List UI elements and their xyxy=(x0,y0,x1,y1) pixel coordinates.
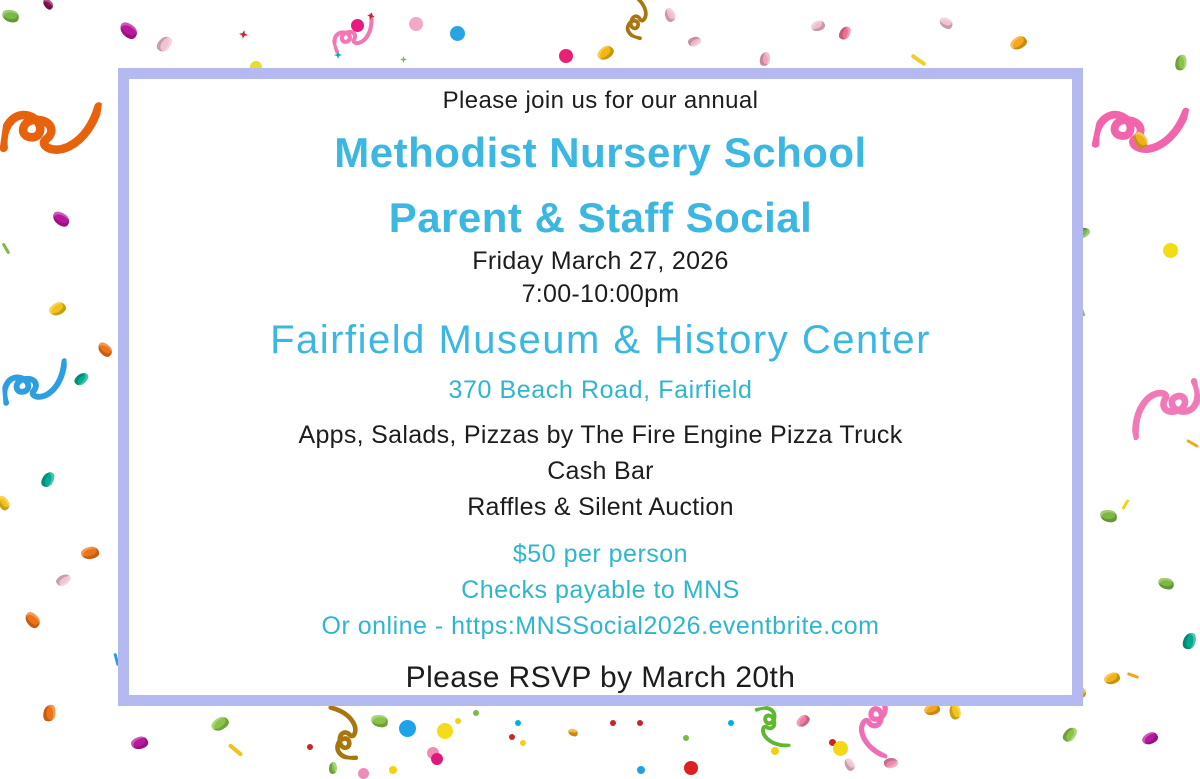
confetti-fold xyxy=(567,728,579,738)
confetti-fold xyxy=(794,713,811,730)
confetti-dot xyxy=(637,766,645,774)
confetti-fold xyxy=(39,470,57,489)
confetti-sliver xyxy=(1127,672,1139,679)
confetti-fold xyxy=(42,704,57,723)
confetti-dot xyxy=(358,768,369,779)
confetti-dot xyxy=(637,720,643,726)
confetti-dot xyxy=(307,744,313,750)
confetti-dot xyxy=(399,720,416,737)
confetti-dot xyxy=(559,49,573,63)
confetti-dot xyxy=(771,747,779,755)
confetti-dot xyxy=(520,740,526,746)
confetti-fold xyxy=(1061,725,1080,744)
confetti-fold xyxy=(1103,671,1122,687)
confetti-dot xyxy=(509,734,515,740)
confetti-fold xyxy=(810,19,827,33)
confetti-dot xyxy=(610,720,616,726)
confetti-dot xyxy=(351,19,364,32)
confetti-fold xyxy=(1008,34,1029,53)
confetti-curl xyxy=(0,358,69,408)
confetti-fold xyxy=(883,757,899,769)
venue-name: Fairfield Museum & History Center xyxy=(270,318,931,362)
confetti-fold xyxy=(1140,730,1159,747)
confetti-dot xyxy=(431,753,443,765)
confetti-star xyxy=(400,56,407,63)
confetti-dot xyxy=(515,720,521,726)
confetti-fold xyxy=(209,714,231,733)
confetti-fold xyxy=(1157,576,1175,591)
invitation-card xyxy=(118,68,1083,706)
confetti-fold xyxy=(50,209,72,229)
confetti-dot xyxy=(683,735,689,741)
confetti-fold xyxy=(663,7,677,24)
confetti-sliver xyxy=(228,743,244,757)
confetti-dot xyxy=(473,710,479,716)
confetti-fold xyxy=(1181,631,1198,651)
confetti-fold xyxy=(130,735,150,751)
confetti-dot xyxy=(1163,243,1178,258)
confetti-fold xyxy=(0,494,12,512)
confetti-curl xyxy=(0,89,102,169)
payment-info: Checks payable to MNS xyxy=(461,576,740,604)
confetti-fold xyxy=(1,8,21,24)
confetti-curl xyxy=(1091,90,1190,169)
confetti-fold xyxy=(41,0,55,11)
event-title-line2: Parent & Staff Social xyxy=(388,194,813,241)
confetti-sliver xyxy=(2,243,11,255)
confetti-star xyxy=(238,29,248,39)
confetti-fold xyxy=(95,340,114,359)
confetti-fold xyxy=(837,24,853,41)
confetti-dot xyxy=(728,720,734,726)
confetti-dot xyxy=(409,17,423,31)
confetti-dot xyxy=(437,723,453,739)
confetti-dot xyxy=(684,761,698,775)
confetti-fold xyxy=(80,546,100,561)
cash-bar-info: Cash Bar xyxy=(547,457,654,485)
confetti-fold xyxy=(1174,54,1188,72)
confetti-fold xyxy=(329,762,337,774)
rsvp-text: Please RSVP by March 20th xyxy=(405,661,796,694)
confetti-fold xyxy=(937,15,954,31)
venue-address: 370 Beach Road, Fairfield xyxy=(448,376,753,404)
confetti-dot xyxy=(389,766,397,774)
confetti-fold xyxy=(595,43,616,63)
confetti-fold xyxy=(73,370,91,387)
food-info: Apps, Salads, Pizzas by The Fire Engine Pizza Truck xyxy=(298,421,903,449)
event-title-line1: Methodist Nursery School xyxy=(334,129,867,176)
event-time: 7:00-10:00pm xyxy=(521,280,680,308)
confetti-fold xyxy=(47,300,67,318)
intro-text: Please join us for our annual xyxy=(442,87,759,114)
confetti-sliver xyxy=(1121,499,1129,510)
confetti-fold xyxy=(22,610,42,631)
online-payment-url: Or online - https:MNSSocial2026.eventbrite.com xyxy=(321,612,880,640)
confetti-curl xyxy=(615,0,657,41)
confetti-curl xyxy=(753,703,791,752)
confetti-fold xyxy=(842,757,856,773)
confetti-dot xyxy=(450,26,465,41)
confetti-dot xyxy=(833,741,848,756)
confetti-sliver xyxy=(910,53,926,66)
confetti-fold xyxy=(154,34,174,55)
confetti-fold xyxy=(55,572,73,588)
confetti-fold xyxy=(759,51,771,67)
confetti-dot xyxy=(455,718,461,724)
confetti-fold xyxy=(370,714,389,729)
confetti-sliver xyxy=(1186,439,1199,448)
confetti-fold xyxy=(1099,509,1118,524)
event-date: Friday March 27, 2026 xyxy=(472,247,729,275)
confetti-fold xyxy=(687,35,702,48)
confetti-curl xyxy=(1123,375,1200,441)
ticket-price: $50 per person xyxy=(512,540,689,568)
confetti-curl xyxy=(324,706,364,761)
confetti-fold xyxy=(117,19,140,41)
raffle-info: Raffles & Silent Auction xyxy=(467,493,734,521)
